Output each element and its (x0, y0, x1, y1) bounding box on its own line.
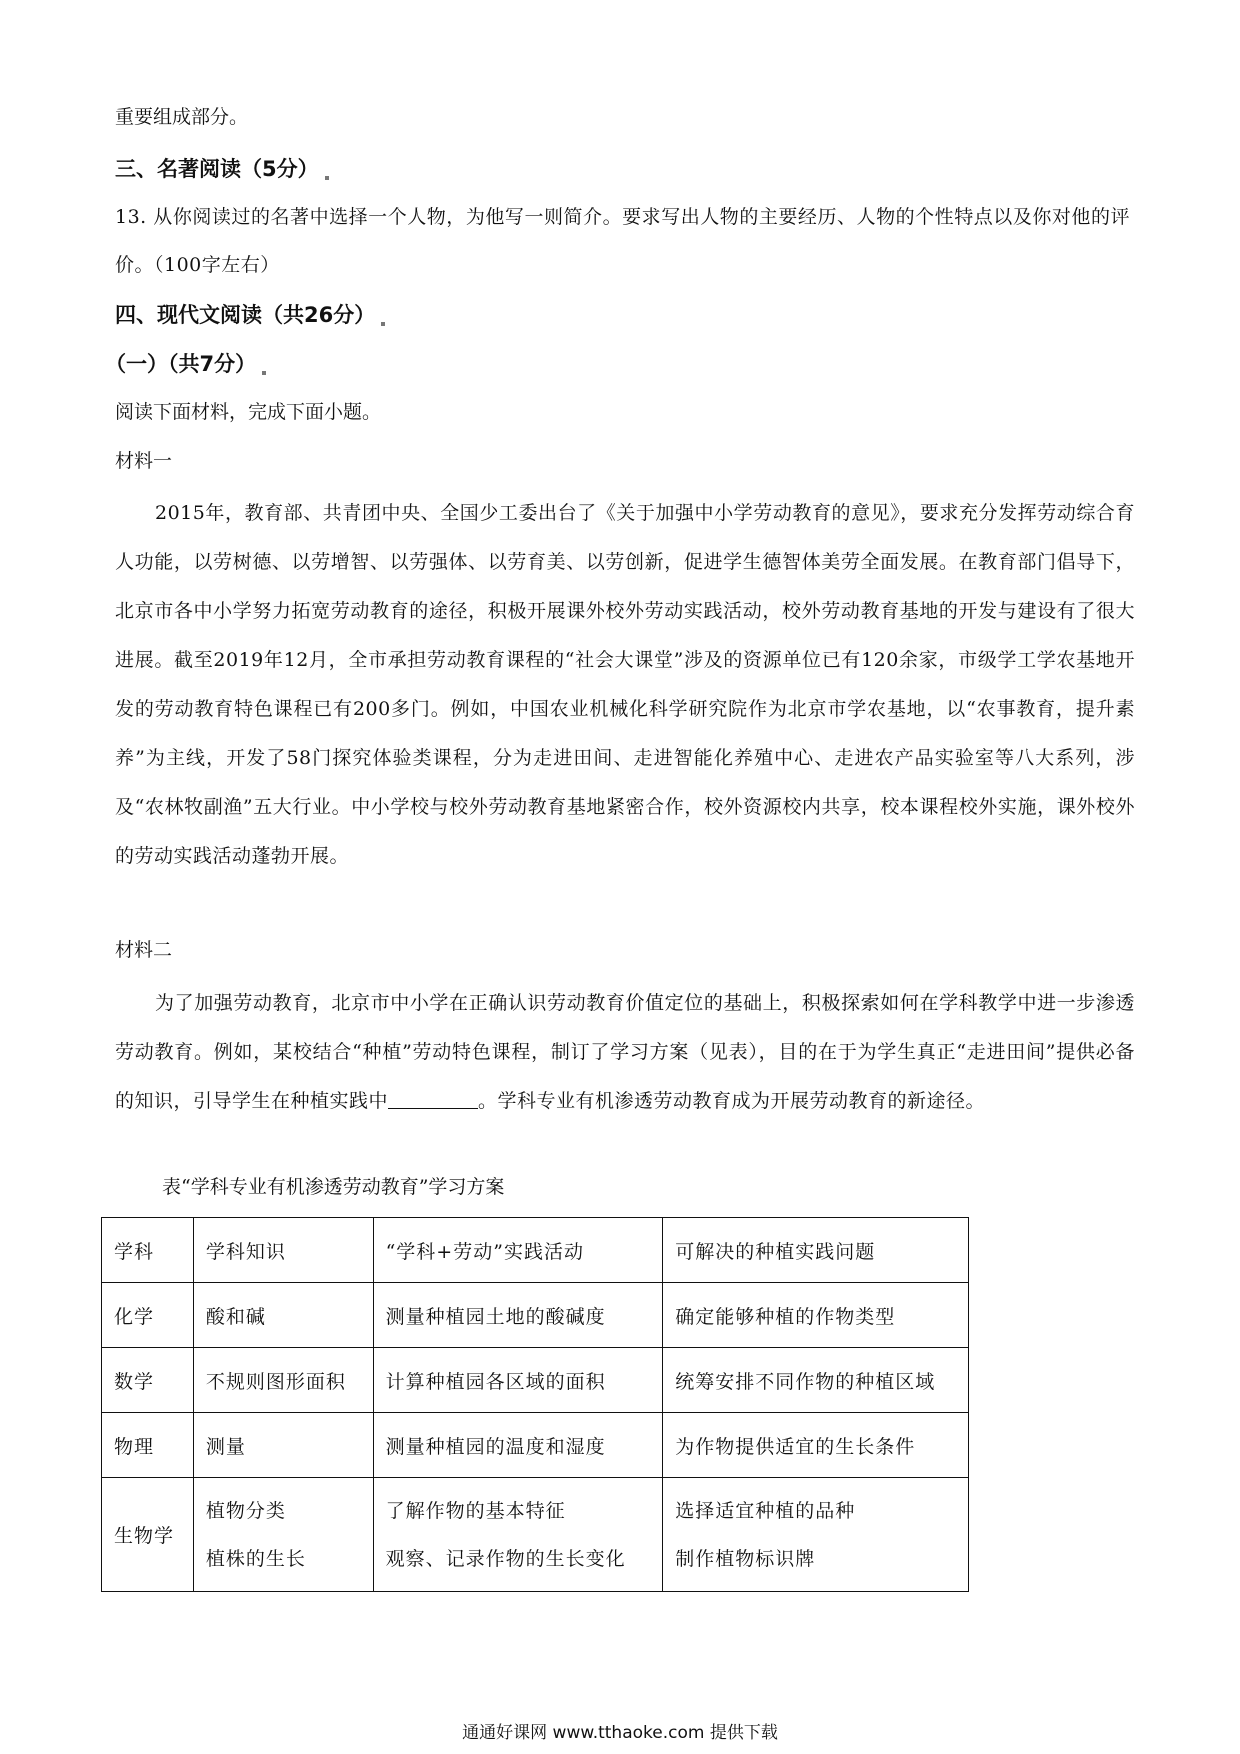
header-problem: 可解决的种植实践问题 (663, 1218, 969, 1283)
part1-heading-text: （一）（共7分） (105, 352, 257, 376)
cell-knowledge-line: 植株的生长 (205, 1547, 306, 1570)
cell-knowledge (193, 1478, 373, 1592)
cell-knowledge-line: 植物分类 (205, 1499, 286, 1522)
table-row (102, 1283, 969, 1348)
cell-subject: 化学 (102, 1283, 194, 1348)
mark-dot (262, 371, 266, 375)
part1-heading (105, 350, 266, 378)
material1-label: 材料一 (115, 450, 173, 472)
cell-activity-line: 了解作物的基本特征 (385, 1499, 566, 1522)
cell-problem-line: 制作植物标识牌 (675, 1547, 816, 1570)
cell-activity-line: 观察、记录作物的生长变化 (385, 1547, 626, 1570)
material2-text (115, 979, 1135, 1126)
header-subject: 学科 (102, 1218, 194, 1283)
section4-heading-text: 四、现代文阅读（共26分） (115, 303, 376, 327)
cell-problem-line: 选择适宜种植的品种 (675, 1499, 856, 1522)
cell-activity: 计算种植园各区域的面积 (373, 1348, 663, 1413)
cell-subject: 生物学 (102, 1478, 194, 1592)
cell-problem: 统筹安排不同作物的种植区域 (663, 1348, 969, 1413)
cell-activity: 测量种植园的温度和湿度 (373, 1413, 663, 1478)
cell-knowledge: 不规则图形面积 (193, 1348, 373, 1413)
table-row (102, 1348, 969, 1413)
material1-text: 2015年，教育部、共青团中央、全国少工委出台了《关于加强中小学劳动教育的意见》，要求充分发挥劳动综合育人功能，以劳树德、以劳增智、以劳强体、以劳育美、以劳创新，促进学生德智体美劳全面发展。在教育部门倡导下，北京市各中小学努力拓宽劳动教育的途径，积极开展课外校外劳动实践活动，校外劳动教育基地的开发与建设有了很大进展。截至2019年12月，全市承担劳动教育课程的“社会大课堂”涉及的资源单位已有120余家，市级学工学农基地开发的劳动教育特色课程已有200多门。例如，中国农业机械化科学研究院作为北京市学农基地，以“农事教育，提升素养”为主线，开发了58门探究体验类课程，分为走进田间、走进智能化养殖中心、走进农产品实验室等八大系列，涉及“农林牧副渔”五大行业。中小学校与校外劳动教育基地紧密合作，校外资源校内共享，校本课程校外实施，课外校外的劳动实践活动蓬勃开展。 (115, 502, 1135, 867)
material2-text-after: 。学科专业有机渗透劳动教育成为开展劳动教育的新途径。 (478, 1090, 986, 1112)
section4-heading (115, 301, 385, 329)
study-plan-table (101, 1217, 969, 1592)
fill-in-blank (388, 1088, 478, 1109)
cell-knowledge: 测量 (193, 1413, 373, 1478)
header-activity: “学科+劳动”实践活动 (373, 1218, 663, 1283)
cell-activity (373, 1478, 663, 1592)
section3-heading-text: 三、名著阅读（5分） (115, 157, 319, 181)
mark-dot (325, 176, 329, 180)
table-header-row (102, 1218, 969, 1283)
header-knowledge: 学科知识 (193, 1218, 373, 1283)
question-13: 13. 从你阅读过的名著中选择一个人物，为他写一则简介。要求写出人物的主要经历、人物的个性特点以及你对他的评价。（100字左右） (115, 206, 1130, 276)
footer-credit: 通通好课网 www.tthaoke.com 提供下载 (462, 1723, 778, 1743)
instruction: 阅读下面材料，完成下面小题。 (115, 401, 382, 423)
material2-text-before: 为了加强劳动教育，北京市中小学在正确认识劳动教育价值定位的基础上，积极探索如何在学科教学中进一步渗透劳动教育。例如，某校结合“种植”劳动特色课程，制订了学习方案（见表），目的在于为学生真正“走进田间”提供必备的知识，引导学生在种植实践中 (115, 992, 1135, 1112)
table-caption: 表“学科专业有机渗透劳动教育”学习方案 (162, 1176, 505, 1198)
material2-label: 材料二 (115, 939, 173, 961)
cell-activity: 测量种植园土地的酸碱度 (373, 1283, 663, 1348)
intro-tail: 重要组成部分。 (115, 106, 249, 128)
cell-problem: 为作物提供适宜的生长条件 (663, 1413, 969, 1478)
table-row (102, 1413, 969, 1478)
cell-subject: 数学 (102, 1348, 194, 1413)
cell-problem: 确定能够种植的作物类型 (663, 1283, 969, 1348)
cell-subject: 物理 (102, 1413, 194, 1478)
mark-dot (381, 322, 385, 326)
cell-problem (663, 1478, 969, 1592)
table-row (102, 1478, 969, 1592)
cell-knowledge: 酸和碱 (193, 1283, 373, 1348)
section3-heading (115, 155, 329, 183)
